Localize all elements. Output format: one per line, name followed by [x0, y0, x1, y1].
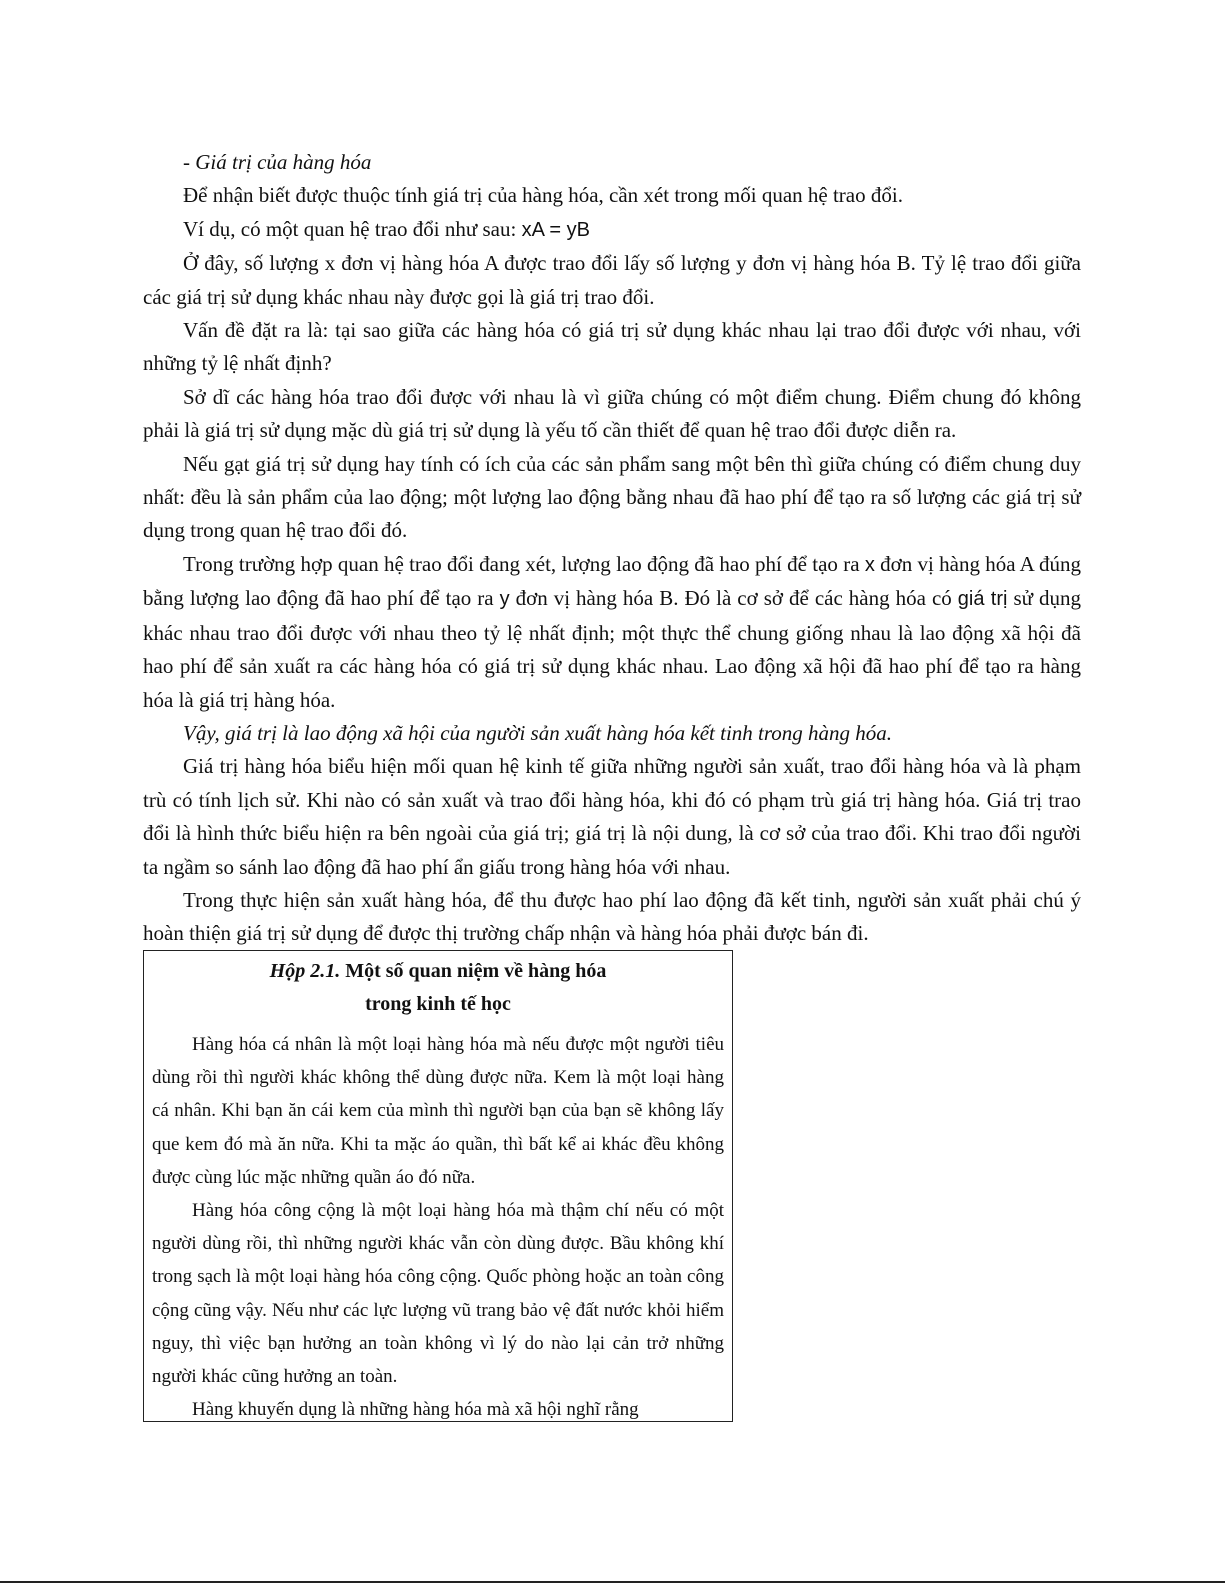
p7-part-d: sử dụng khác nhau trao đổi được với nhau theo tỷ lệ nhất định; một thực thể chung giống nhau là lao động xã hội đã hao phí để sản xuất ra các hàng hóa có giá trị sử dụng khác nhau. Lao động xã hội đã hao phí để tạo ra hàng hóa là giá trị hàng hóa.	[143, 586, 1082, 712]
paragraph-1: Để nhận biết được thuộc tính giá trị của hàng hóa, cần xét trong mối quan hệ trao đổi.	[183, 183, 903, 208]
p7-part-b: đơn vị hàng hóa A đúng bằng lượng lao động đã hao phí để tạo ra	[143, 551, 1081, 611]
box-title	[144, 955, 732, 1021]
box-label: Hộp 2.1.	[269, 960, 341, 982]
exchange-formula: xA = yB	[521, 218, 590, 241]
paragraph-7	[143, 548, 1081, 717]
box-paragraph-1: Hàng hóa cá nhân là một loại hàng hóa mà nếu được một người tiêu dùng rồi thì người khác không thể dùng được nữa. Kem là một loại hàng cá nhân. Khi bạn ăn cái kem của mình thì người bạn của bạn sẽ không lấy que kem đó mà ăn nữa. Khi ta mặc áo quần, thì bất kể ai khác đều không được cùng lúc mặc những quần áo đó nữa.	[152, 1034, 724, 1188]
paragraph-6: Nếu gạt giá trị sử dụng hay tính có ích của các sản phẩm sang một bên thì giữa chúng có điểm chung duy nhất: đều là sản phẩm của lao động; một lượng lao động bằng nhau đã hao phí để tạo ra số lượng các giá trị sử dụng trong quan hệ trao đổi đó.	[143, 451, 1081, 543]
p7-var-x: x	[864, 553, 875, 576]
paragraph-4: Vấn đề đặt ra là: tại sao giữa các hàng hóa có giá trị sử dụng khác nhau lại trao đổi được với nhau, với những tỷ lệ nhất định?	[143, 318, 1081, 376]
paragraph-9: Giá trị hàng hóa biểu hiện mối quan hệ kinh tế giữa những người sản xuất, trao đổi hàng hóa và là phạm trù có tính lịch sử. Khi nào có sản xuất và trao đổi hàng hóa, khi đó có phạm trù giá trị hàng hóa. Giá trị trao đổi là hình thức biểu hiện ra bên ngoài của giá trị; giá trị là nội dung, là cơ sở của trao đổi. Khi trao đổi người ta ngầm so sánh lao động đã hao phí ẩn giấu trong hàng hóa với nhau.	[143, 754, 1081, 879]
paragraph-5: Sở dĩ các hàng hóa trao đổi được với nhau là vì giữa chúng có một điểm chung. Điểm chung đó không phải là giá trị sử dụng mặc dù giá trị sử dụng là yếu tố cần thiết để quan hệ trao đổi được diễn ra.	[143, 384, 1081, 443]
box-title-text: Một số quan niệm về hàng hóa	[340, 960, 607, 982]
box-title-line2: trong kinh tế học	[365, 993, 511, 1015]
p7-part-c: đơn vị hàng hóa B. Đó là cơ sở để các hàng hóa có	[509, 586, 958, 611]
bottom-divider	[0, 1581, 1225, 1583]
heading-dash: -	[183, 150, 196, 174]
box-body	[144, 1028, 732, 1422]
paragraph-10: Trong thực hiện sản xuất hàng hóa, để thu được hao phí lao động đã kết tinh, người sản xuất phải chú ý hoàn thiện giá trị sử dụng để được thị trường chấp nhận và hàng hóa phải được bán đi.	[143, 887, 1081, 946]
paragraph-3: Ở đây, số lượng x đơn vị hàng hóa A được trao đổi lấy số lượng y đơn vị hàng hóa B. Tỷ lệ trao đổi giữa các giá trị sử dụng khác nhau này được gọi là giá trị trao đổi.	[143, 251, 1081, 309]
box-paragraph-3: Hàng khuyến dụng là những hàng hóa mà xã hội nghĩ rằng	[192, 1399, 639, 1421]
info-box	[143, 950, 733, 1422]
main-text	[143, 146, 1081, 951]
p7-var-y: y	[499, 588, 510, 611]
box-paragraph-2: Hàng hóa công cộng là một loại hàng hóa mà thậm chí nếu có một người dùng rồi, thì những người khác vẫn còn dùng được. Bầu không khí trong sạch là một loại hàng hóa công cộng. Quốc phòng hoặc an toàn công cộng cũng vậy. Nếu như các lực lượng vũ trang bảo vệ đất nước khỏi hiểm nguy, thì việc bạn hưởng an toàn không vì lý do nào lại cản trở những người khác cũng hưởng an toàn.	[152, 1200, 724, 1388]
heading-text: Giá trị của hàng hóa	[195, 150, 372, 174]
definition-paragraph: Vậy, giá trị là lao động xã hội của người sản xuất hàng hóa kết tinh trong hàng hóa.	[183, 720, 893, 745]
paragraph-2-text: Ví dụ, có một quan hệ trao đổi như sau:	[183, 216, 522, 241]
p7-part-a: Trong trường hợp quan hệ trao đổi đang xét, lượng lao động đã hao phí để tạo ra	[183, 551, 865, 576]
paragraph-2	[143, 213, 1081, 247]
p7-gia-tri: giá trị	[957, 588, 1008, 611]
section-heading	[143, 146, 1081, 179]
